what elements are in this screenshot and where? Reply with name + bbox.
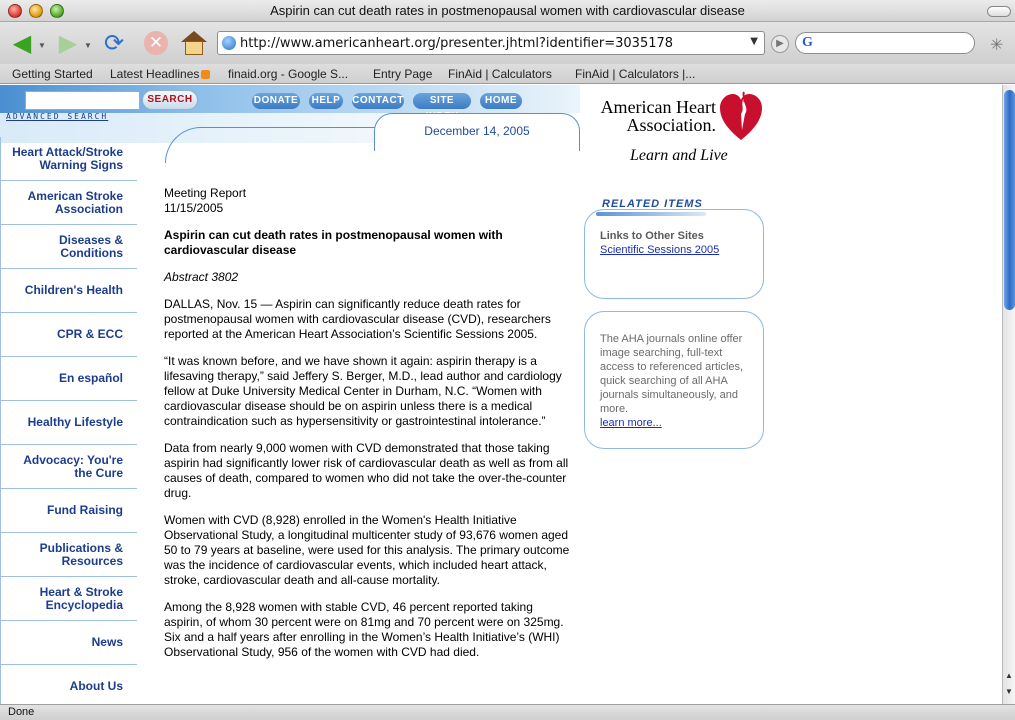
nav-about-us[interactable]: About Us — [0, 665, 137, 704]
nav-en-espanol[interactable]: En español — [0, 357, 137, 401]
browser-toolbar — [0, 22, 1015, 64]
related-items-title: RELATED ITEMS — [602, 198, 703, 210]
search-engine-input[interactable] — [795, 32, 975, 54]
aha-tagline: Learn and Live — [630, 147, 728, 164]
related-links-subhead: Links to Other Sites — [600, 230, 704, 242]
aha-logo[interactable] — [592, 90, 767, 170]
bookmark-finaid-calculators-2[interactable]: FinAid | Calculators |... — [575, 67, 696, 81]
scientific-sessions-link[interactable]: Scientific Sessions 2005 — [600, 244, 720, 256]
window-title: Aspirin can cut death rates in postmenopausal women with cardiovascular disease — [270, 3, 745, 18]
heart-torch-icon — [718, 90, 764, 142]
home-button[interactable] — [180, 29, 208, 57]
related-links-box — [584, 209, 764, 299]
bookmark-entry-page[interactable]: Entry Page — [373, 67, 433, 81]
go-button[interactable]: ▶ — [771, 35, 789, 53]
nav-advocacy[interactable]: Advocacy: You're the Cure — [0, 445, 137, 489]
vertical-scrollbar[interactable] — [1002, 85, 1015, 704]
nav-cpr-ecc[interactable]: CPR & ECC — [0, 313, 137, 357]
bookmark-finaid-calculators[interactable]: FinAid | Calculators — [448, 67, 552, 81]
site-search-input[interactable] — [25, 91, 140, 110]
url-field[interactable] — [217, 31, 765, 55]
back-arrow-icon: ◀ — [12, 29, 32, 57]
article-paragraph: DALLAS, Nov. 15 — Aspirin can significantly reduce death rates for postmenopausal women with cardiovascular disease (CVD), researchers reported at the American Heart Association’s Scientific Sessions 2005. — [164, 297, 551, 341]
url-history-dropdown[interactable]: ▼ — [750, 36, 758, 47]
aha-journals-text: The AHA journals online offer image searching, full-text access to referenced articles, quick searching of all AHA journals simultaneously, and more. — [600, 333, 744, 415]
reload-icon: ⟳ — [103, 29, 125, 57]
site-globe-icon — [222, 36, 236, 50]
status-text: Done — [8, 706, 35, 718]
article-paragraph: Data from nearly 9,000 women with CVD demonstrated that those taking aspirin had significantly lower risk of cardiovascular death as well as from all causes of death, compared to women who did not take the over-the-counter drug. — [164, 441, 569, 500]
forward-arrow-icon: ▶ — [58, 29, 78, 57]
aha-journals-box — [584, 311, 764, 449]
activity-spinner-icon: ✳ — [990, 37, 1004, 54]
article-date: 11/15/2005 — [164, 201, 224, 215]
nav-heart-stroke-encyclopedia[interactable]: Heart & Stroke Encyclopedia — [0, 577, 137, 621]
nav-publications-resources[interactable]: Publications & Resources — [0, 533, 137, 577]
url-text: http://www.americanheart.org/presenter.jhtml?identifier=3035178 — [240, 36, 674, 51]
toolbar-toggle-button[interactable] — [987, 6, 1011, 17]
left-navigation — [0, 137, 137, 704]
topnav-contact[interactable]: CONTACT — [352, 93, 404, 109]
google-icon[interactable]: G — [802, 35, 813, 50]
topnav-home[interactable]: HOME — [480, 93, 522, 109]
topnav-help[interactable]: HELP — [309, 93, 343, 109]
stop-button[interactable] — [142, 29, 170, 57]
bookmark-finaid-google[interactable]: finaid.org - Google S... — [228, 67, 349, 81]
back-button[interactable] — [8, 29, 36, 57]
forward-history-dropdown[interactable]: ▼ — [84, 41, 92, 50]
nav-news[interactable]: News — [0, 621, 137, 665]
reload-button[interactable] — [100, 29, 128, 57]
forward-button[interactable] — [54, 29, 82, 57]
page-viewport — [0, 85, 1002, 704]
bookmark-latest-headlines[interactable]: Latest Headlines — [110, 67, 210, 81]
article — [164, 186, 574, 672]
home-icon — [181, 31, 207, 55]
nav-diseases-conditions[interactable]: Diseases & Conditions — [0, 225, 137, 269]
nav-healthy-lifestyle[interactable]: Healthy Lifestyle — [0, 401, 137, 445]
rss-icon — [201, 70, 210, 79]
article-paragraph: Among the 8,928 women with stable CVD, 46 percent reported taking aspirin, of whom 30 percent were on 81mg and 70 percent were on 325mg. Six and a half years after enrolling in the Women’s Health Initiative’s (WHI) Observational Study, 956 of the women with CVD had died. — [164, 600, 564, 659]
related-items-underline — [596, 212, 706, 216]
current-date: December 14, 2005 — [374, 113, 580, 151]
article-paragraph: “It was known before, and we have shown it again: aspirin therapy is a lifesaving therapy,” said Jeffery S. Berger, M.D., lead author and cardiology fellow at Duke University Medical Center in Durham, N.C. “Women with cardiovascular disease should be on aspirin unless there is a medical contraindication such as hypersensitivity or gastrointestinal intolerance.” — [164, 354, 562, 428]
window-titlebar — [0, 0, 1015, 22]
site-search-button[interactable]: SEARCH — [142, 90, 198, 110]
header-curve-divider — [165, 127, 380, 163]
bookmark-getting-started[interactable]: Getting Started — [12, 67, 93, 81]
topnav-donate[interactable]: DONATE — [252, 93, 300, 109]
article-headline: Aspirin can cut death rates in postmenopausal women with cardiovascular disease — [164, 228, 503, 257]
bookmarks-bar — [0, 64, 1015, 84]
nav-american-stroke-association[interactable]: American Stroke Association — [0, 181, 137, 225]
back-history-dropdown[interactable]: ▼ — [38, 41, 46, 50]
advanced-search-link[interactable]: ADVANCED SEARCH — [6, 112, 109, 121]
article-abstract-number: Abstract 3802 — [164, 270, 239, 284]
stop-icon: ✕ — [144, 31, 168, 55]
topnav-site-index[interactable]: SITE — [413, 93, 471, 109]
status-bar — [0, 704, 1015, 720]
nav-heart-attack-stroke-warning-signs[interactable]: Heart Attack/Stroke Warning Signs — [0, 137, 137, 181]
article-paragraph: Women with CVD (8,928) enrolled in the Women's Health Initiative Observational Study, a longitudinal multicenter study of 93,676 women aged 50 to 79 years at baseline, were used for this analysis. The primary outcome was the incidence of cardiovascular events, which included heart attack, stroke, cardiovascular death and all-cause mortality. — [164, 513, 570, 587]
scroll-down-arrow[interactable]: ▼ — [1005, 687, 1013, 696]
article-section: Meeting Report — [164, 186, 247, 200]
scrollbar-thumb[interactable] — [1004, 90, 1015, 310]
scroll-up-arrow[interactable]: ▲ — [1005, 671, 1013, 680]
nav-fund-raising[interactable]: Fund Raising — [0, 489, 137, 533]
aha-logo-name: American Heart Association. — [600, 97, 716, 135]
learn-more-link[interactable]: learn more... — [600, 417, 662, 429]
nav-childrens-health[interactable]: Children's Health — [0, 269, 137, 313]
